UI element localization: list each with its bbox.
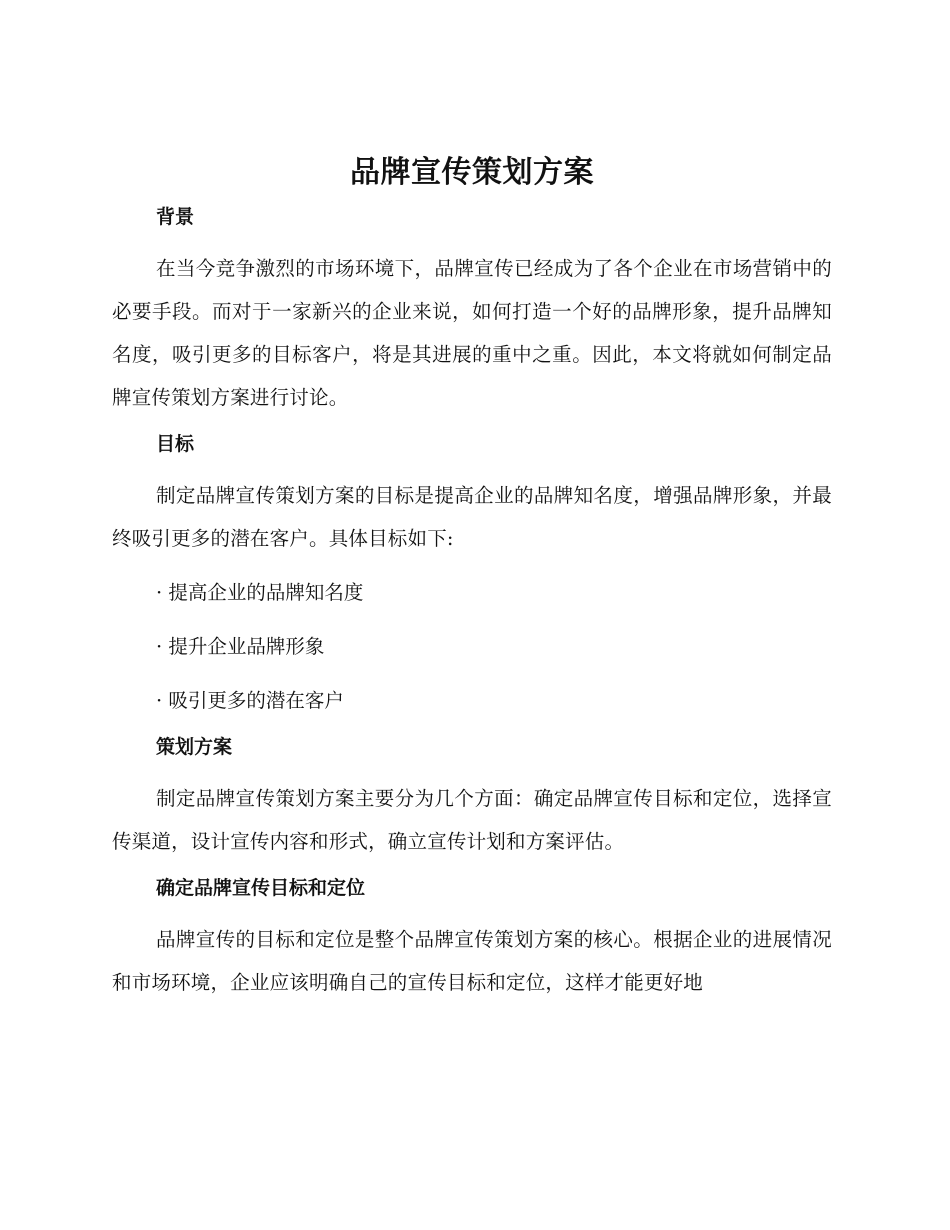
paragraph-background: 在当今竞争激烈的市场环境下，品牌宣传已经成为了各个企业在市场营销中的必要手段。而对于一家新兴的企业来说，如何打造一个好的品牌形象，提升品牌知名度，吸引更多的目标客户，将是其进展的重中之重。因此，本文将就如何制定品牌宣传策划方案进行讨论。 [112, 257, 832, 409]
section-heading-plan: 策划方案 [156, 736, 233, 758]
document-title: 品牌宣传策划方案 [350, 155, 594, 190]
paragraph-plan: 制定品牌宣传策划方案主要分为几个方面：确定品牌宣传目标和定位，选择宣传渠道，设计宣传内容和形式，确立宣传计划和方案评估。 [112, 787, 832, 853]
paragraph-goals: 制定品牌宣传策划方案的目标是提高企业的品牌知名度，增强品牌形象，并最终吸引更多的潜在客户。具体目标如下: [112, 484, 832, 550]
section-heading-positioning: 确定品牌宣传目标和定位 [156, 877, 366, 899]
bullet-item: · 提高企业的品牌知名度 [156, 581, 364, 604]
section-heading-goals: 目标 [156, 433, 195, 455]
section-heading-background: 背景 [156, 206, 195, 228]
bullet-item: · 吸引更多的潜在客户 [156, 689, 344, 712]
paragraph-positioning: 品牌宣传的目标和定位是整个品牌宣传策划方案的核心。根据企业的进展情况和市场环境，企业应该明确自己的宣传目标和定位，这样才能更好地 [112, 928, 832, 994]
bullet-item: · 提升企业品牌形象 [156, 635, 325, 658]
